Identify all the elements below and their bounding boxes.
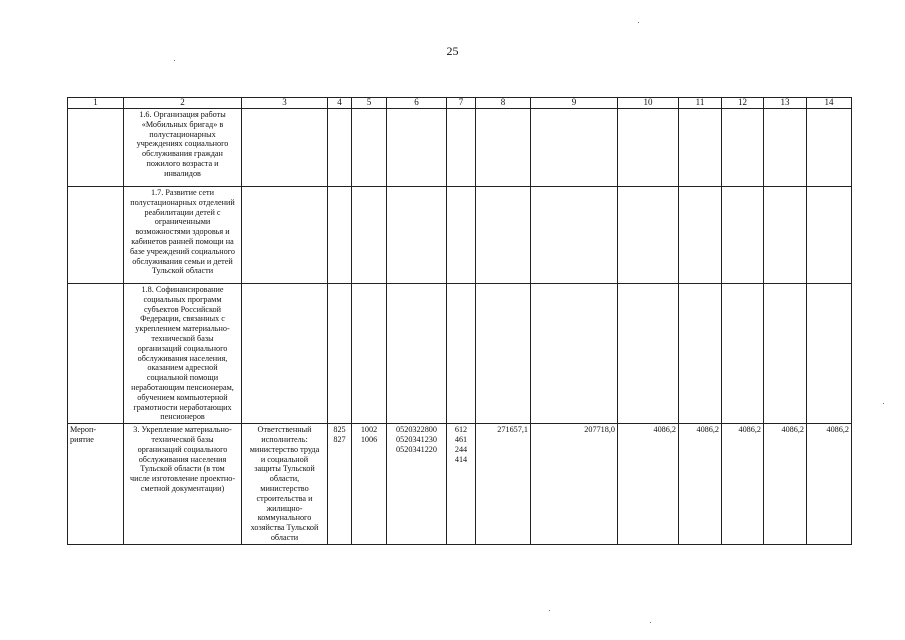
table-cell	[352, 187, 387, 284]
column-number: 10	[618, 98, 679, 109]
amount-col-11: 4086,2	[679, 424, 722, 545]
table-cell	[531, 187, 618, 284]
table-cell	[722, 187, 764, 284]
table-cell	[476, 284, 531, 424]
budget-code-section: 1002 1006	[352, 424, 387, 545]
table-row	[68, 284, 852, 424]
scan-speck	[883, 403, 884, 404]
table-cell	[618, 284, 679, 424]
activity-description: 1.8. Софинансирование социальных программ субъектов Российской Федерации, связанных с укреплением материально- технической базы организаций социального обслуживания населения, оказанием адресной социальной помощи неработающим пенсионерам, обучением компьютерной грамотности неработающих пенсионеров	[124, 284, 242, 424]
table-cell	[531, 284, 618, 424]
responsible-executor: Ответственный исполнитель: министерство труда и социальной защиты Тульской области, министерство строительства и жилищно- коммунального хозяйства Тульской области	[242, 424, 328, 545]
column-number: 13	[764, 98, 807, 109]
table-cell	[679, 284, 722, 424]
table-cell	[722, 109, 764, 187]
activity-description: 1.7. Развитие сети полустационарных отделений реабилитации детей с ограниченными возможностями здоровья и кабинетов ранней помощи на базе учреждений социального обслуживания семьи и детей Тульской области	[124, 187, 242, 284]
table-cell	[242, 109, 328, 187]
scan-speck	[650, 622, 651, 623]
table-row	[68, 424, 852, 545]
page-number: 25	[446, 44, 459, 58]
table-cell	[387, 284, 447, 424]
table-cell	[242, 284, 328, 424]
column-number: 2	[124, 98, 242, 109]
table-cell	[764, 187, 807, 284]
column-number: 7	[447, 98, 476, 109]
column-number: 12	[722, 98, 764, 109]
scan-speck	[549, 610, 550, 611]
table-cell	[387, 109, 447, 187]
table-cell	[242, 187, 328, 284]
table-cell	[807, 284, 852, 424]
table-cell	[328, 109, 352, 187]
table-cell	[807, 187, 852, 284]
column-number: 9	[531, 98, 618, 109]
budget-code-expense-type: 612 461 244 414	[447, 424, 476, 545]
column-number: 11	[679, 98, 722, 109]
amount-col-13: 4086,2	[764, 424, 807, 545]
table-cell	[679, 109, 722, 187]
scan-speck	[638, 22, 639, 23]
table-cell	[328, 284, 352, 424]
table-cell	[68, 284, 124, 424]
row-type-label: Мероп- риятие	[68, 424, 124, 545]
amount-total: 271657,1	[476, 424, 531, 545]
table-cell	[476, 187, 531, 284]
table-cell	[618, 187, 679, 284]
column-number: 3	[242, 98, 328, 109]
budget-code-target: 0520322800 0520341230 0520341220	[387, 424, 447, 545]
table-cell	[387, 187, 447, 284]
table-cell	[764, 284, 807, 424]
table-row	[68, 109, 852, 187]
column-number: 4	[328, 98, 352, 109]
activity-description: 1.6. Организация работы «Мобильных бригад» в полустационарных учреждениях социального обслуживания граждан пожилого возраста и инвалидов	[124, 109, 242, 187]
table-cell	[328, 187, 352, 284]
column-number: 5	[352, 98, 387, 109]
amount-col-14: 4086,2	[807, 424, 852, 545]
table-cell	[447, 284, 476, 424]
table-cell	[68, 109, 124, 187]
table-cell	[722, 284, 764, 424]
table-cell	[807, 109, 852, 187]
table-cell	[352, 109, 387, 187]
budget-code-grbs: 825 827	[328, 424, 352, 545]
column-number: 14	[807, 98, 852, 109]
table-cell	[352, 284, 387, 424]
column-number-header-row	[68, 98, 852, 109]
amount-col-10: 4086,2	[618, 424, 679, 545]
activity-description: 3. Укрепление материально- технической базы организаций социального обслуживания населения Тульской области (в том числе изготовление проектно- сметной документации)	[124, 424, 242, 545]
table-cell	[764, 109, 807, 187]
table-cell	[447, 109, 476, 187]
table-cell	[476, 109, 531, 187]
table-cell	[679, 187, 722, 284]
table-cell	[447, 187, 476, 284]
table-row	[68, 187, 852, 284]
table-cell	[531, 109, 618, 187]
program-table	[67, 97, 852, 545]
table-cell	[618, 109, 679, 187]
column-number: 6	[387, 98, 447, 109]
amount-col-9: 207718,0	[531, 424, 618, 545]
column-number: 1	[68, 98, 124, 109]
column-number: 8	[476, 98, 531, 109]
amount-col-12: 4086,2	[722, 424, 764, 545]
scan-speck	[174, 60, 175, 61]
table-cell	[68, 187, 124, 284]
